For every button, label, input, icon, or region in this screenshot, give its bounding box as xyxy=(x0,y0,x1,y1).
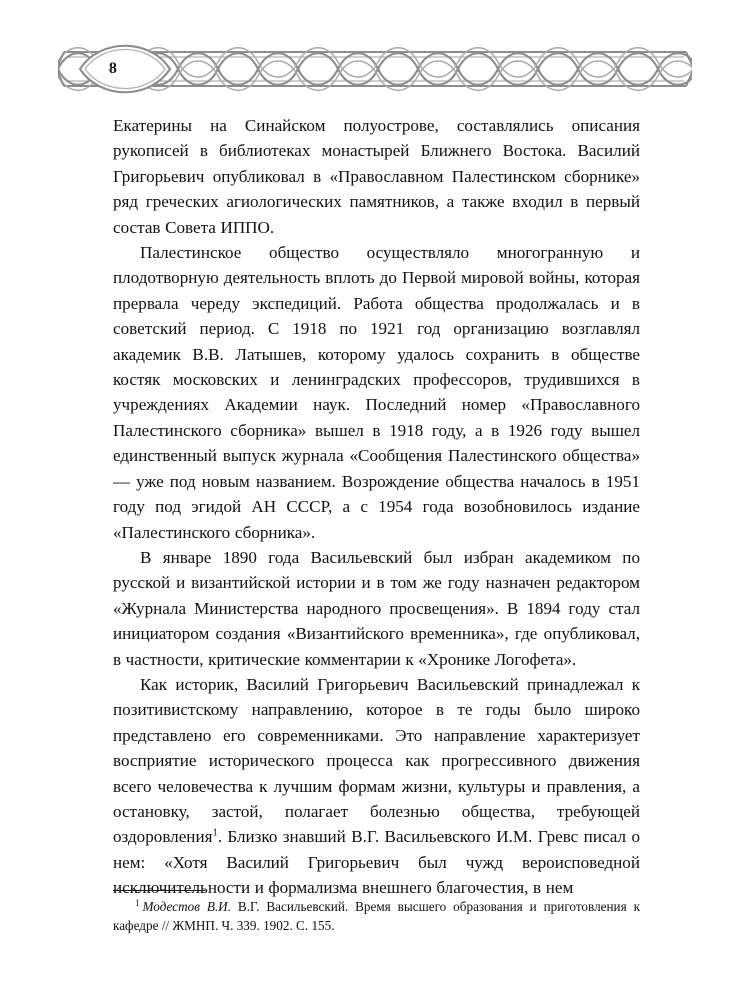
footnote-reference-marker[interactable]: 1 xyxy=(212,827,218,839)
page-number: 8 xyxy=(108,60,118,77)
paragraph-historian xyxy=(113,672,640,901)
text-block xyxy=(113,113,640,901)
paragraph-historian-text-before-footnote: Как историк, Василий Григорьевич Васильевский принадлежал к позитивистскому направлению, которое в те годы было широко представлено его современниками. Это направление характеризует восприятие исторического процесса как прогрессивного движения всего человечества к лучшим формам жизни, культуры и правления, а остановку, застой, полагает болезнью общества, требующей оздоровления xyxy=(113,674,640,847)
paragraph-palestine-society: Палестинское общество осуществляло многогранную и плодотворную деятельность вплоть до Первой мировой войны, которая прервала череду экспедиций. Работа общества продолжалась и в советский период. С 1918 по 1921 год организацию возглавлял академик В.В. Латышев, которому удалось сохранить в обществе костяк московских и ленинградских профессоров, трудившихся в учреждениях Академии наук. Последний номер «Православного Палестинского сборника» вышел в 1918 году, а в 1926 году вышел единственный выпуск журнала «Сообщения Палестинского общества» — уже под новым названием. Возрождение общества началось в 1951 году под эгидой АН СССР, а с 1954 года возобновилось издание «Палестинского сборника». xyxy=(113,243,640,542)
paragraph-historian-text-after-footnote: . Близко знавший В.Г. Васильевского И.М. Гревс писал о нем: «Хотя Василий Григорьевич был чужд вероисповедной исключительности и формализма внешнего благочестия, в нем xyxy=(113,827,640,898)
paragraph-continuation: Екатерины на Синайском полуострове, составлялись описания рукописей в библиотеках монастырей Ближнего Востока. Василий Григорьевич опубликовал в «Православном Палестинском сборнике» ряд греческих агиологических памятников, а также входил в первый состав Совета ИППО. xyxy=(113,116,640,237)
footnote-entry xyxy=(113,897,640,935)
footnote-separator-rule xyxy=(113,890,205,891)
celtic-knot-headband xyxy=(58,40,692,98)
footnote-area xyxy=(113,890,640,935)
footnote-number: 1 xyxy=(135,897,140,908)
paragraph-academician-1890: В январе 1890 года Васильевский был избран академиком по русской и византийской истории и в том же году назначен редактором «Журнала Министерства народного просвещения». В 1894 году стал инициатором создания «Византийского временника», где опубликовал, в частности, критические комментарии к «Хронике Логофета». xyxy=(113,547,640,669)
footnote-author: Модестов В.И. xyxy=(142,899,232,914)
footnote-citation: В.Г. Васильевский. Время высшего образования и приготовления к кафедре // ЖМНП. Ч. 339. 1902. С. 155. xyxy=(113,899,640,933)
